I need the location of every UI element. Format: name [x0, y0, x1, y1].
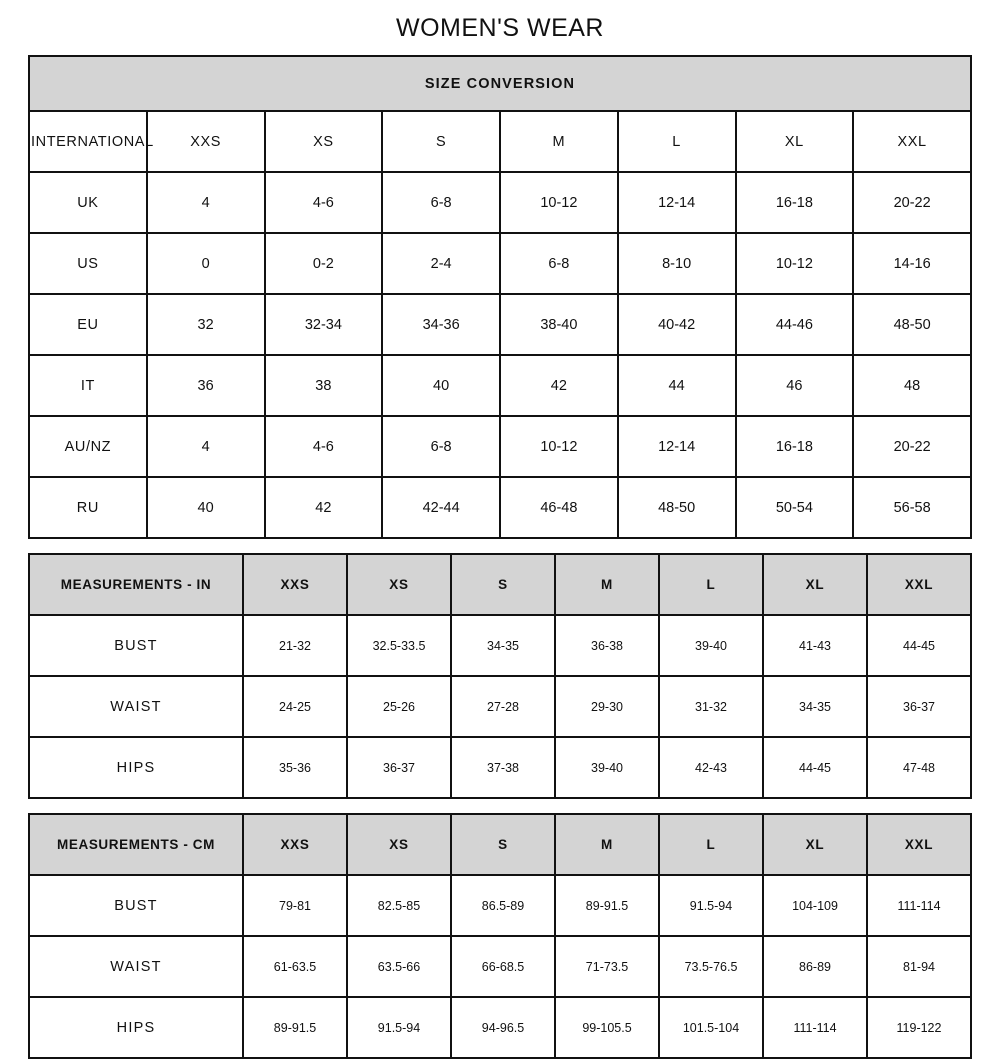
table-cell: 10-12: [736, 233, 854, 294]
table-cell: 42-43: [659, 737, 763, 798]
table-cell: 39-40: [555, 737, 659, 798]
table-cell: 119-122: [867, 997, 971, 1058]
table-cell: 2-4: [382, 233, 500, 294]
table-row: [29, 875, 971, 936]
row-label-ru: RU: [29, 477, 147, 538]
table-cell: 86.5-89: [451, 875, 555, 936]
table-row: [29, 477, 971, 538]
table-cell: 104-109: [763, 875, 867, 936]
column-header-l: L: [659, 554, 763, 615]
column-header-xxs: XXS: [147, 111, 265, 172]
table-cell: 82.5-85: [347, 875, 451, 936]
table-cell: 40: [147, 477, 265, 538]
table-cell: 21-32: [243, 615, 347, 676]
table-cell: 66-68.5: [451, 936, 555, 997]
table-cell: 61-63.5: [243, 936, 347, 997]
table-cell: 16-18: [736, 416, 854, 477]
table-cell: 35-36: [243, 737, 347, 798]
table-row: [29, 416, 971, 477]
table-cell: 20-22: [853, 172, 971, 233]
size-conversion-table: [28, 55, 972, 539]
column-header-measurements-cm: MEASUREMENTS - CM: [29, 814, 243, 875]
table-cell: 12-14: [618, 172, 736, 233]
table-cell: 27-28: [451, 676, 555, 737]
column-header-xxl: XXL: [853, 111, 971, 172]
row-label-hips: HIPS: [29, 737, 243, 798]
table-cell: 111-114: [763, 997, 867, 1058]
table-cell: 41-43: [763, 615, 867, 676]
table-cell: 16-18: [736, 172, 854, 233]
table-cell: 46: [736, 355, 854, 416]
table-cell: 44-45: [867, 615, 971, 676]
table-cell: 10-12: [500, 416, 618, 477]
size-chart-page: [0, 14, 1000, 1036]
table-cell: 40-42: [618, 294, 736, 355]
table-cell: 4: [147, 416, 265, 477]
table-cell: 44-45: [763, 737, 867, 798]
table-cell: 36: [147, 355, 265, 416]
row-label-it: IT: [29, 355, 147, 416]
table-cell: 94-96.5: [451, 997, 555, 1058]
table-row: [29, 294, 971, 355]
column-header-international: INTERNATIONAL: [29, 111, 147, 172]
table-cell: 73.5-76.5: [659, 936, 763, 997]
table-row: [29, 737, 971, 798]
table-cell: 46-48: [500, 477, 618, 538]
table-cell: 39-40: [659, 615, 763, 676]
table-cell: 42: [265, 477, 383, 538]
table-cell: 36-38: [555, 615, 659, 676]
column-header-xxs: XXS: [243, 814, 347, 875]
measurements-cm-table: [28, 813, 972, 1059]
table-cell: 10-12: [500, 172, 618, 233]
column-header-m: M: [555, 814, 659, 875]
table-cell: 34-36: [382, 294, 500, 355]
table-cell: 101.5-104: [659, 997, 763, 1058]
table-cell: 6-8: [382, 172, 500, 233]
row-label-uk: UK: [29, 172, 147, 233]
table-cell: 34-35: [451, 615, 555, 676]
column-header-xl: XL: [763, 814, 867, 875]
table-cell: 29-30: [555, 676, 659, 737]
table-cell: 24-25: [243, 676, 347, 737]
table-cell: 37-38: [451, 737, 555, 798]
table-cell: 40: [382, 355, 500, 416]
table-cell: 86-89: [763, 936, 867, 997]
table-cell: 32.5-33.5: [347, 615, 451, 676]
table-cell: 12-14: [618, 416, 736, 477]
row-label-hips: HIPS: [29, 997, 243, 1058]
table-cell: 36-37: [347, 737, 451, 798]
table-cell: 38: [265, 355, 383, 416]
column-header-l: L: [659, 814, 763, 875]
row-label-waist: WAIST: [29, 936, 243, 997]
table-cell: 31-32: [659, 676, 763, 737]
table-cell: 89-91.5: [243, 997, 347, 1058]
column-header-s: S: [382, 111, 500, 172]
column-header-xxl: XXL: [867, 814, 971, 875]
table-row: [29, 233, 971, 294]
table-cell: 48: [853, 355, 971, 416]
size-conversion-banner: SIZE CONVERSION: [29, 56, 971, 111]
table-row: [29, 56, 971, 111]
row-label-aunz: AU/NZ: [29, 416, 147, 477]
table-cell: 89-91.5: [555, 875, 659, 936]
table-cell: 38-40: [500, 294, 618, 355]
table-row: [29, 111, 971, 172]
row-label-waist: WAIST: [29, 676, 243, 737]
table-cell: 44: [618, 355, 736, 416]
page-title: WOMEN'S WEAR: [396, 14, 604, 42]
table-cell: 25-26: [347, 676, 451, 737]
table-cell: 42-44: [382, 477, 500, 538]
table-cell: 20-22: [853, 416, 971, 477]
column-header-s: S: [451, 554, 555, 615]
table-row: [29, 172, 971, 233]
row-label-eu: EU: [29, 294, 147, 355]
table-row: [29, 554, 971, 615]
table-row: [29, 676, 971, 737]
table-cell: 8-10: [618, 233, 736, 294]
column-header-m: M: [555, 554, 659, 615]
table-cell: 32: [147, 294, 265, 355]
table-cell: 99-105.5: [555, 997, 659, 1058]
table-cell: 0: [147, 233, 265, 294]
table-cell: 4-6: [265, 172, 383, 233]
table-cell: 34-35: [763, 676, 867, 737]
table-cell: 0-2: [265, 233, 383, 294]
table-row: [29, 936, 971, 997]
row-label-us: US: [29, 233, 147, 294]
table-cell: 32-34: [265, 294, 383, 355]
table-cell: 111-114: [867, 875, 971, 936]
column-header-xl: XL: [763, 554, 867, 615]
table-cell: 79-81: [243, 875, 347, 936]
table-cell: 63.5-66: [347, 936, 451, 997]
table-cell: 4: [147, 172, 265, 233]
table-cell: 91.5-94: [347, 997, 451, 1058]
table-cell: 6-8: [382, 416, 500, 477]
column-header-m: M: [500, 111, 618, 172]
column-header-l: L: [618, 111, 736, 172]
table-row: [29, 615, 971, 676]
table-cell: 42: [500, 355, 618, 416]
table-cell: 50-54: [736, 477, 854, 538]
row-label-bust: BUST: [29, 875, 243, 936]
table-row: [29, 814, 971, 875]
table-cell: 71-73.5: [555, 936, 659, 997]
table-cell: 48-50: [618, 477, 736, 538]
column-header-xs: XS: [347, 554, 451, 615]
table-cell: 14-16: [853, 233, 971, 294]
column-header-xxl: XXL: [867, 554, 971, 615]
table-cell: 47-48: [867, 737, 971, 798]
row-label-bust: BUST: [29, 615, 243, 676]
column-header-xl: XL: [736, 111, 854, 172]
table-row: [29, 355, 971, 416]
table-cell: 4-6: [265, 416, 383, 477]
column-header-measurements-in: MEASUREMENTS - IN: [29, 554, 243, 615]
column-header-s: S: [451, 814, 555, 875]
table-cell: 36-37: [867, 676, 971, 737]
table-cell: 56-58: [853, 477, 971, 538]
table-row: [29, 997, 971, 1058]
column-header-xxs: XXS: [243, 554, 347, 615]
measurements-inches-table: [28, 553, 972, 799]
table-cell: 44-46: [736, 294, 854, 355]
column-header-xs: XS: [265, 111, 383, 172]
table-cell: 6-8: [500, 233, 618, 294]
table-cell: 81-94: [867, 936, 971, 997]
table-cell: 48-50: [853, 294, 971, 355]
column-header-xs: XS: [347, 814, 451, 875]
table-cell: 91.5-94: [659, 875, 763, 936]
